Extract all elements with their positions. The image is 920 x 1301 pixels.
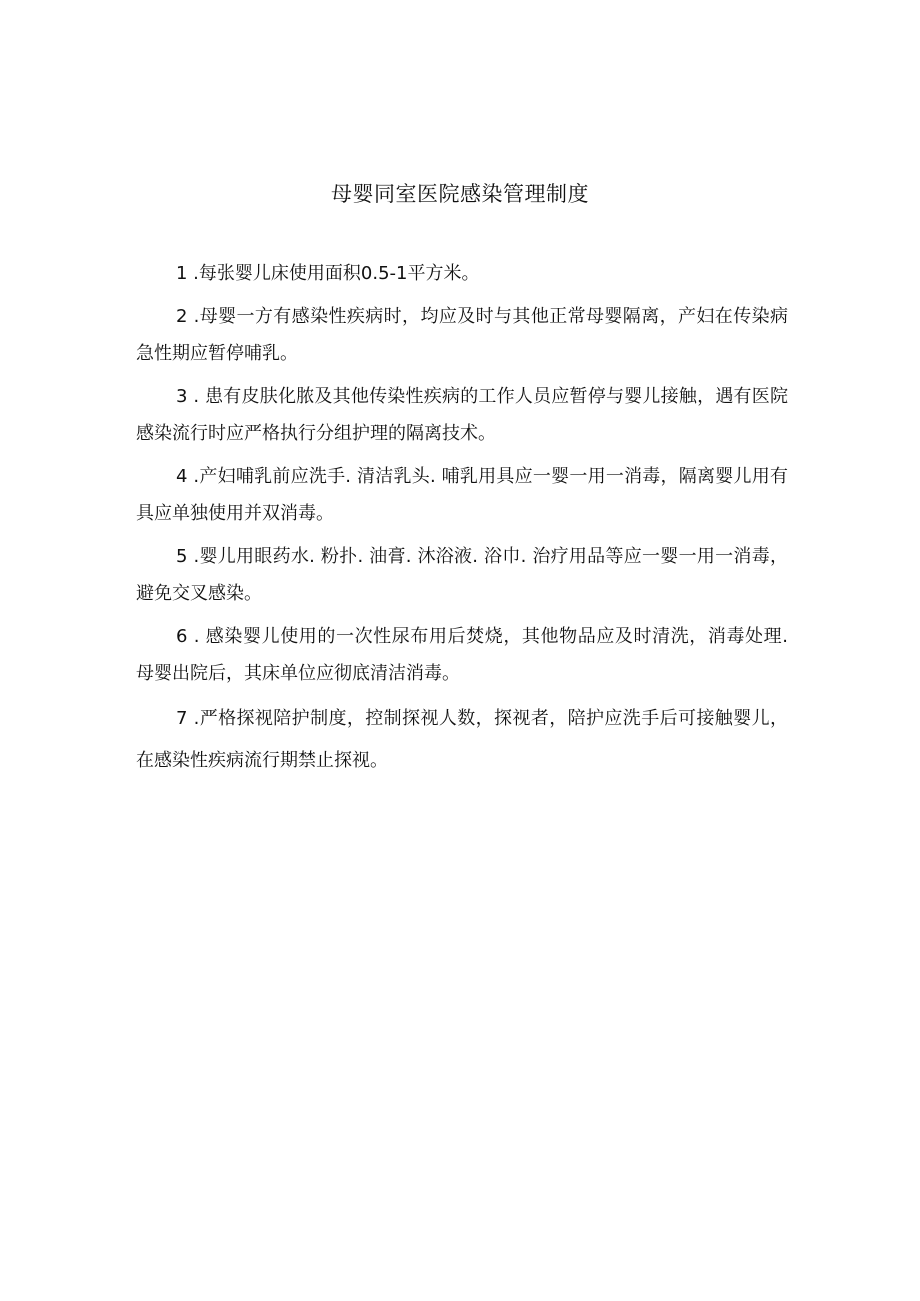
document-title: 母婴同室医院感染管理制度 (331, 182, 589, 206)
paragraph-1: 1 .每张婴儿床使用面积0.5-1平方米。 (176, 263, 480, 284)
paragraph-6: 6 . 感染婴儿使用的一次性尿布用后焚烧，其他物品应及时清洗，消毒处理. 母婴出院后，其床单位应彻底清洁消毒。 (136, 626, 788, 684)
paragraph-4: 4 .产妇哺乳前应洗手. 清洁乳头. 哺乳用具应一婴一用一消毒，隔离婴儿用有具应单独使用并双消毒。 (136, 466, 788, 524)
paragraph-3: 3 . 患有皮肤化脓及其他传染性疾病的工作人员应暂停与婴儿接触，遇有医院感染流行时应严格执行分组护理的隔离技术。 (136, 386, 788, 444)
paragraph-2: 2 .母婴一方有感染性疾病时，均应及时与其他正常母婴隔离，产妇在传染病急性期应暂停哺乳。 (136, 306, 788, 364)
document-body (136, 255, 788, 788)
paragraph-5: 5 .婴儿用眼药水. 粉扑. 油膏. 沐浴液. 浴巾. 治疗用品等应一婴一用一消毒，避免交叉感染。 (136, 546, 788, 604)
paragraph-7: 7 .严格探视陪护制度，控制探视人数，探视者，陪护应洗手后可接触婴儿，在感染性疾病流行期禁止探视。 (136, 708, 788, 771)
